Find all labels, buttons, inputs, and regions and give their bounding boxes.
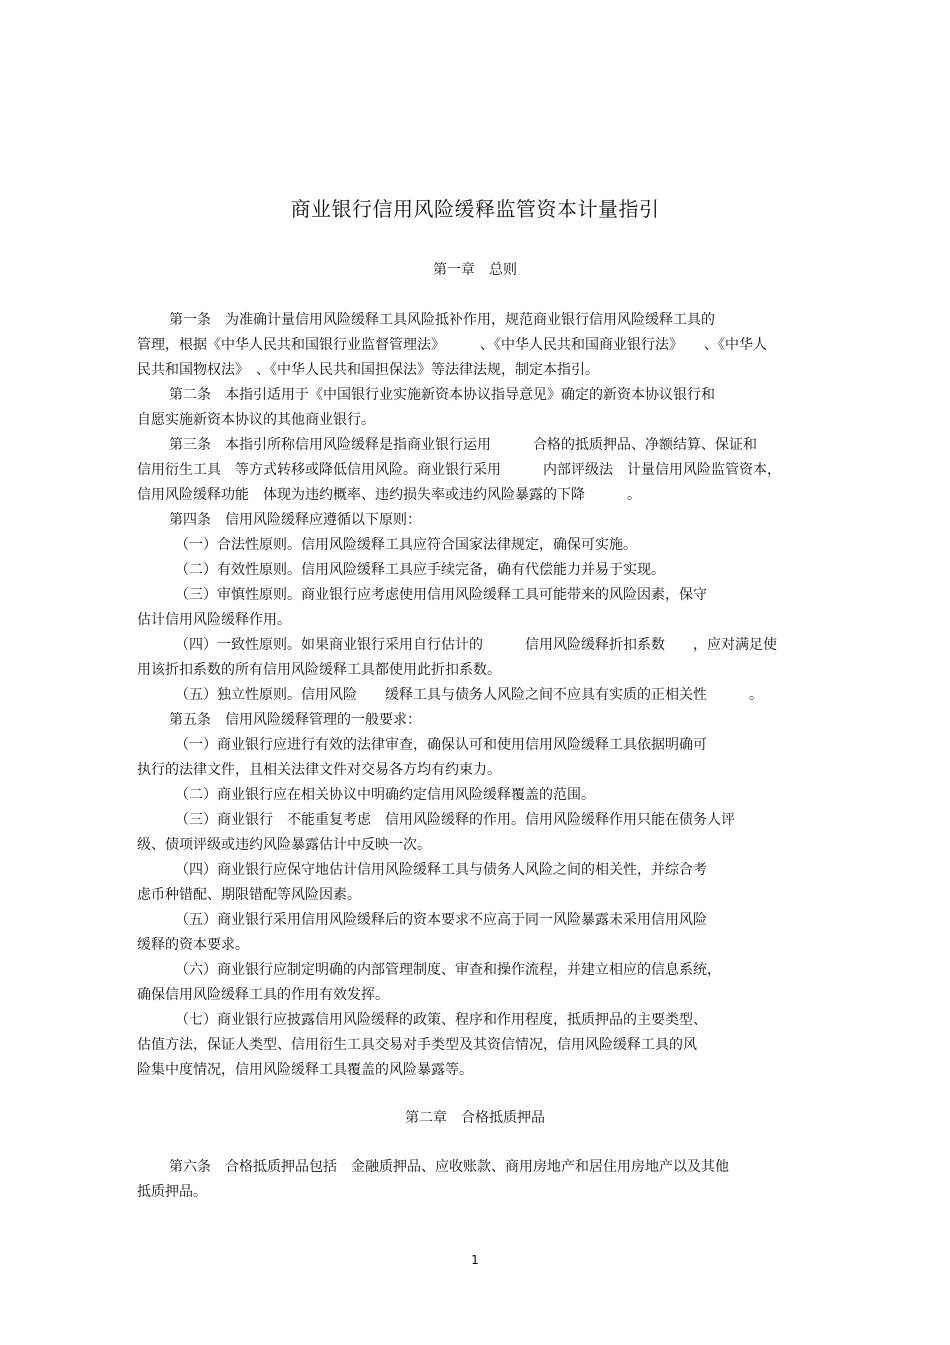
requirement-4-line-1: （四）商业银行应保守地估计信用风险缓释工具与债务人风险之间的相关性，并综合考	[175, 862, 707, 878]
requirement-3-line-1: （三）商业银行 不能重复考虑 信用风险缓释的作用。信用风险缓释作用只能在债务人评	[175, 812, 735, 828]
principle-5: （五）独立性原则。信用风险 缓释工具与债务人风险之间不应具有实质的正相关性 。	[175, 687, 763, 703]
requirement-1-line-1: （一）商业银行应进行有效的法律审查，确保认可和使用信用风险缓释工具依据明确可	[175, 737, 707, 753]
principle-4-line-2: 用该折扣系数的所有信用风险缓释工具都使用此折扣系数。	[137, 662, 501, 678]
article-1-line-3: 民共和国物权法》 、《中华人民共和国担保法》等法律法规，制定本指引。	[137, 362, 599, 378]
principle-3-line-1: （三）审慎性原则。商业银行应考虑使用信用风险缓释工具可能带来的风险因素，保守	[175, 587, 707, 603]
requirement-2: （二）商业银行应在相关协议中明确约定信用风险缓释覆盖的范围。	[175, 787, 595, 803]
article-3-line-2: 信用衍生工具 等方式转移或降低信用风险。商业银行采用 内部评级法 计量信用风险监管资本，	[137, 462, 781, 478]
principle-3-line-2: 估计信用风险缓释作用。	[137, 612, 291, 628]
chapter-2-number: 第二章	[405, 1110, 447, 1126]
chapter-1-body	[137, 308, 817, 1083]
requirement-6-line-2: 确保信用风险缓释工具的作用有效发挥。	[137, 987, 389, 1003]
requirement-6-line-1: （六）商业银行应制定明确的内部管理制度、审查和操作流程，并建立相应的信息系统，	[175, 962, 721, 978]
requirement-7-line-3: 险集中度情况，信用风险缓释工具覆盖的风险暴露等。	[137, 1062, 473, 1078]
chapter-2-name: 合格抵质押品	[461, 1110, 545, 1126]
article-5-line-1: 第五条 信用风险缓释管理的一般要求：	[169, 712, 421, 728]
requirement-1-line-2: 执行的法律文件，且相关法律文件对交易各方均有约束力。	[137, 762, 501, 778]
article-4-line-1: 第四条 信用风险缓释应遵循以下原则：	[169, 512, 421, 528]
chapter-1-heading	[0, 260, 950, 280]
article-3-line-1: 第三条 本指引所称信用风险缓释是指商业银行运用 合格的抵质押品、净额结算、保证和	[169, 437, 757, 453]
article-2-line-2: 自愿实施新资本协议的其他商业银行。	[137, 412, 375, 428]
article-1-line-1: 第一条 为准确计量信用风险缓释工具风险抵补作用，规范商业银行信用风险缓释工具的	[169, 312, 715, 328]
chapter-1-number: 第一章	[433, 262, 475, 278]
article-6-line-2: 抵质押品。	[137, 1184, 207, 1200]
chapter-2-heading	[0, 1108, 950, 1128]
principle-1: （一）合法性原则。信用风险缓释工具应符合国家法律规定，确保可实施。	[175, 537, 637, 553]
page-number: 1	[471, 1253, 479, 1267]
requirement-7-line-1: （七）商业银行应披露信用风险缓释的政策、程序和作用程度，抵质押品的主要类型、	[175, 1012, 707, 1028]
article-3-line-3: 信用风险缓释功能 体现为违约概率、违约损失率或违约风险暴露的下降 。	[137, 487, 641, 503]
requirement-3-line-2: 级、债项评级或违约风险暴露估计中反映一次。	[137, 837, 431, 853]
document-title: 商业银行信用风险缓释监管资本计量指引	[290, 197, 660, 221]
principle-2: （二）有效性原则。信用风险缓释工具应手续完备，确有代偿能力并易于实现。	[175, 562, 665, 578]
requirement-7-line-2: 估值方法，保证人类型、信用衍生工具交易对手类型及其资信情况，信用风险缓释工具的风	[137, 1037, 697, 1053]
article-2-line-1: 第二条 本指引适用于《中国银行业实施新资本协议指导意见》确定的新资本协议银行和	[169, 387, 715, 403]
article-6-line-1: 第六条 合格抵质押品包括 金融质押品、应收账款、商用房地产和居住用房地产以及其他	[169, 1159, 729, 1175]
chapter-1-name: 总则	[489, 262, 517, 278]
requirement-5-line-1: （五）商业银行采用信用风险缓释后的资本要求不应高于同一风险暴露未采用信用风险	[175, 912, 707, 928]
requirement-5-line-2: 缓释的资本要求。	[137, 937, 249, 953]
requirement-4-line-2: 虑币种错配、期限错配等风险因素。	[137, 887, 361, 903]
principle-4-line-1: （四）一致性原则。如果商业银行采用自行估计的 信用风险缓释折扣系数 ，应对满足使	[175, 637, 777, 653]
article-1-line-2: 管理，根据《中华人民共和国银行业监督管理法》 、《中华人民共和国商业银行法》 、《中华人	[137, 337, 767, 353]
chapter-2-body	[137, 1155, 817, 1205]
